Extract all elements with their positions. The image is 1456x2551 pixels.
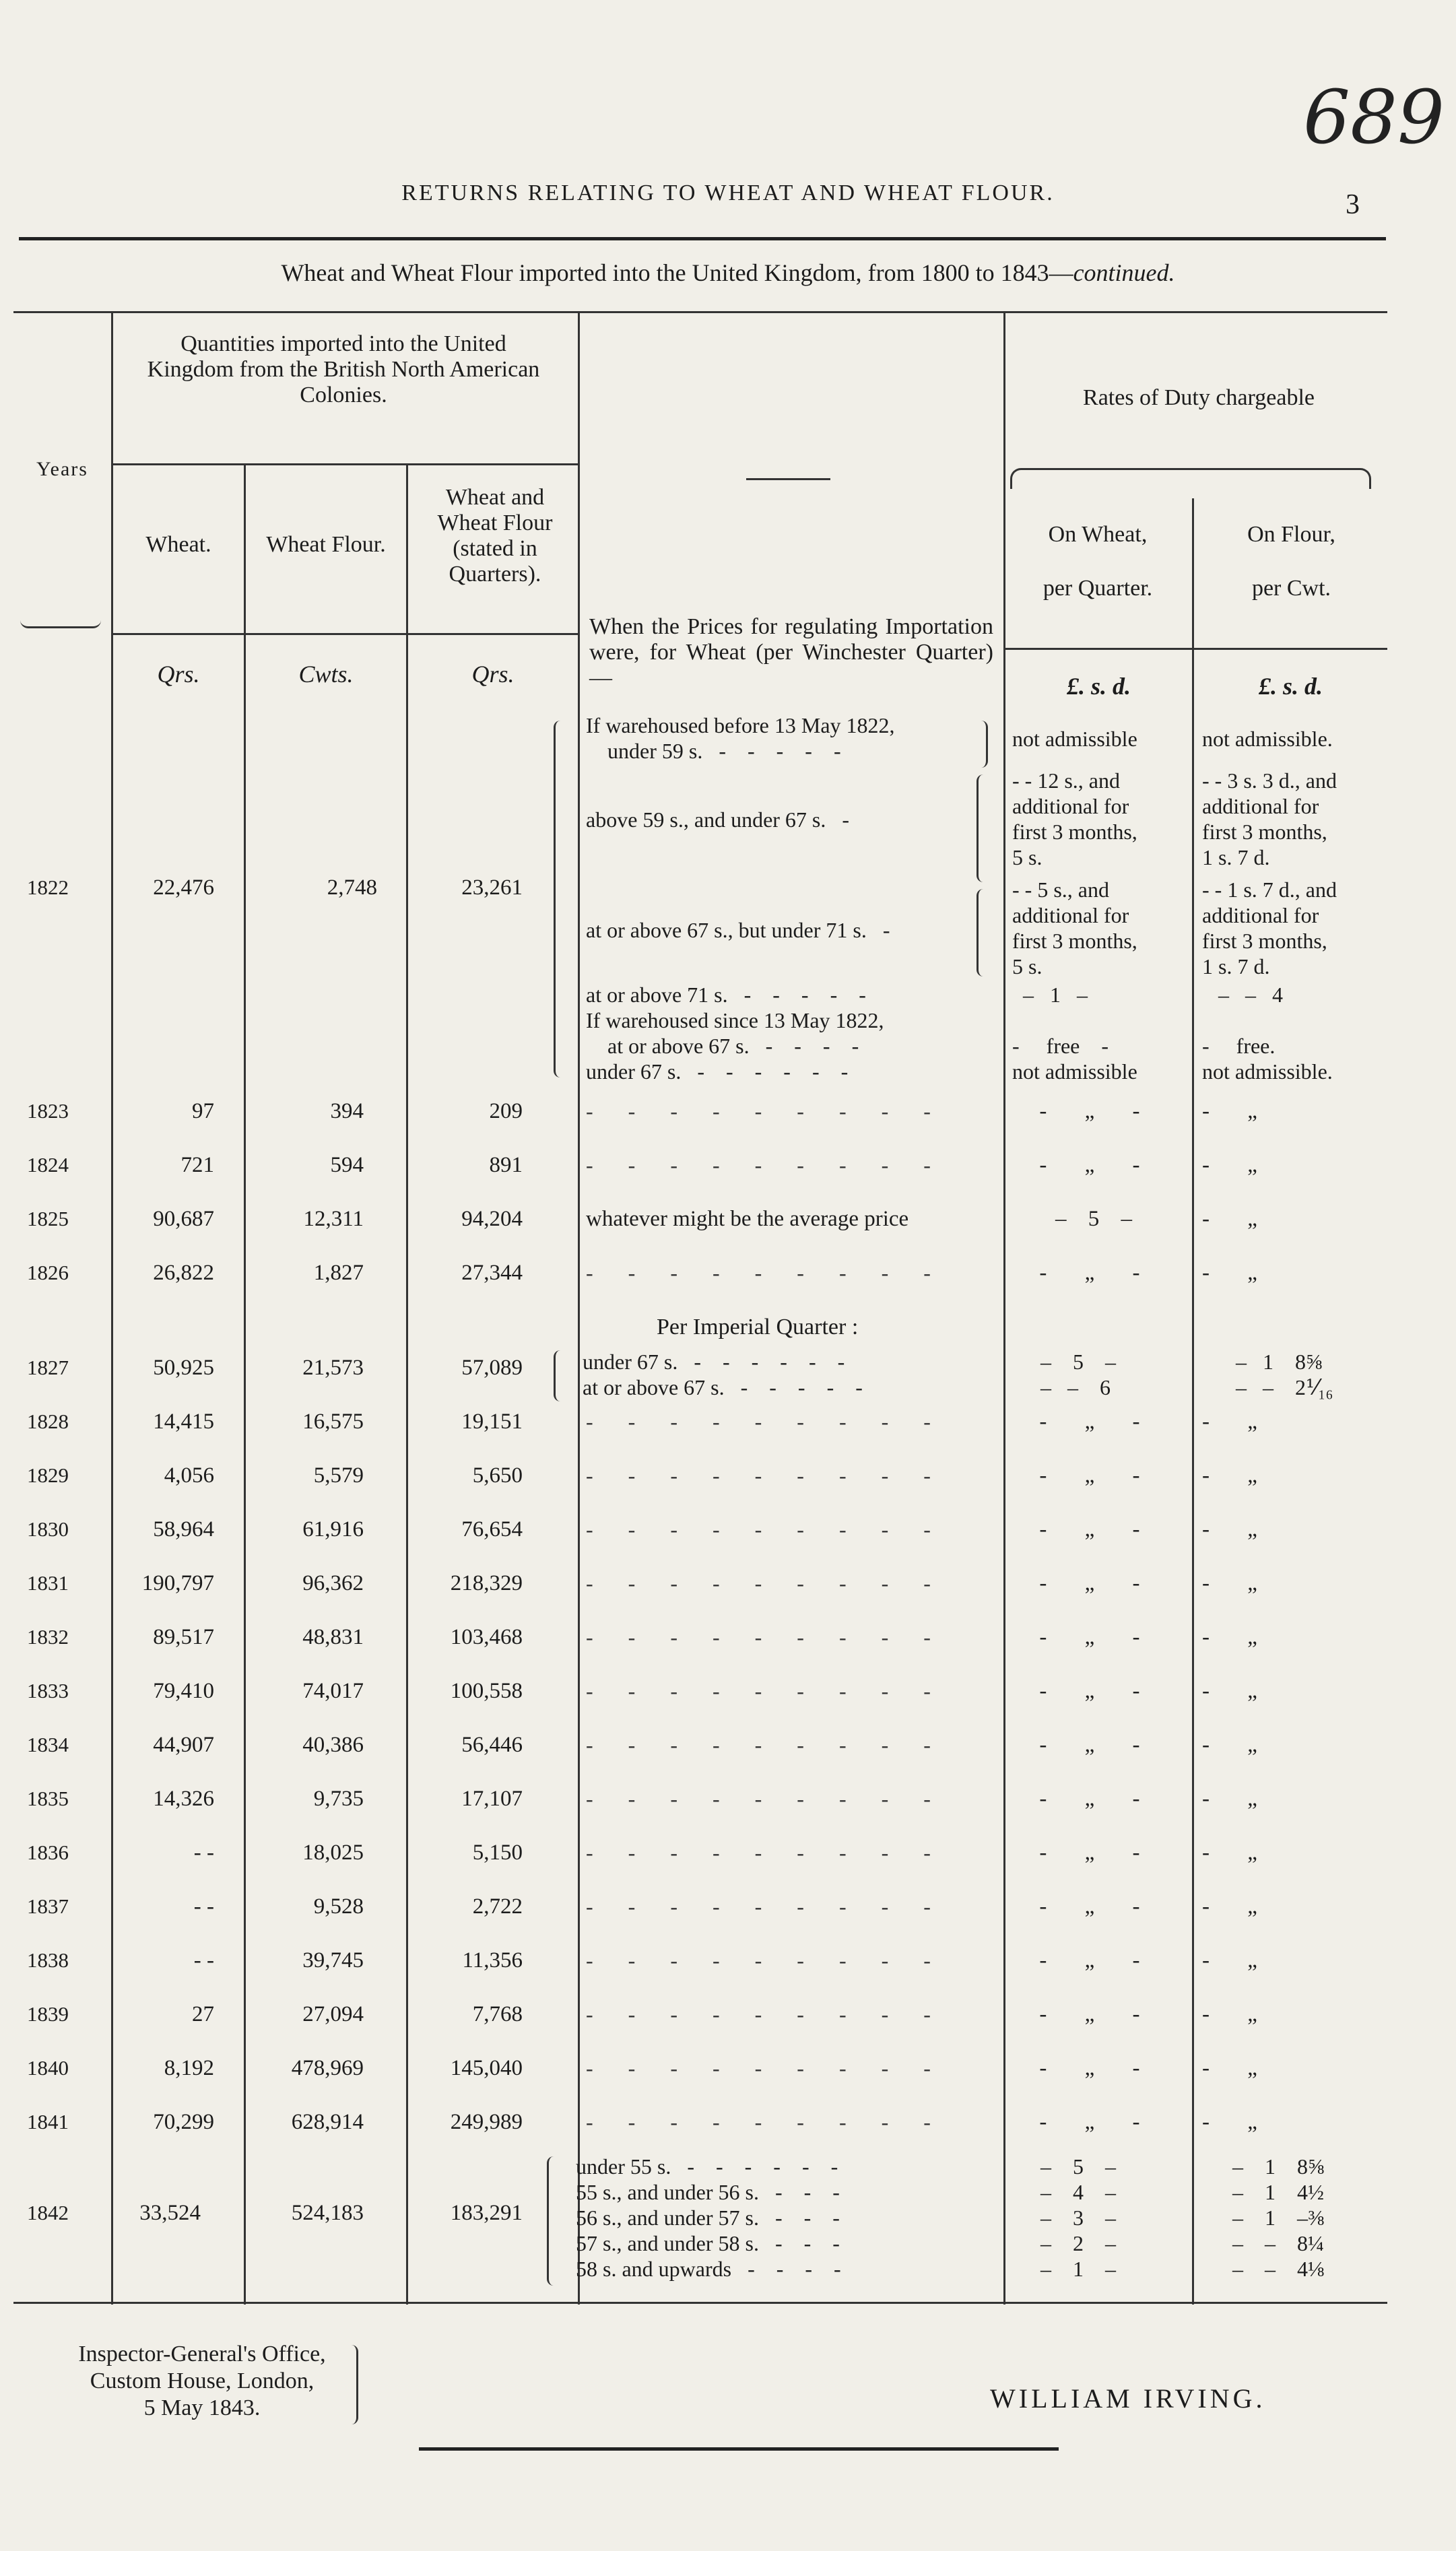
prices-cell: - - - - - - - - - (586, 1841, 946, 1865)
wheat-cell: 89,517 (153, 1625, 214, 1649)
combined-cell: 76,654 (461, 1517, 523, 1542)
on-flour-header: On Flour, (1247, 522, 1335, 547)
duty-wheat-1842: – 5 – – 4 – – 3 – – 2 – – 1 – (1040, 2154, 1116, 2281)
combined-1822: 23,261 (461, 875, 523, 900)
prices-cell: - - - - - - - - - (586, 1894, 946, 1919)
duty-wheat-cell: - „ - (1039, 2056, 1156, 2080)
wheat-cell: - - (193, 1841, 214, 1865)
office-brace (347, 2345, 358, 2424)
combined-cell: 100,558 (450, 1679, 523, 1703)
combined-cell: 145,040 (450, 2056, 523, 2080)
combined-cell: 103,468 (450, 1625, 523, 1649)
table-top-rule (13, 311, 1387, 313)
condition-1822-a: If warehoused before 13 May 1822, under 59 s. - - - - - (586, 713, 895, 763)
prices-cell: - - - - - - - - - (586, 1410, 946, 1434)
flour-cell: 9,528 (313, 1894, 364, 1919)
flour-cell: 40,386 (302, 1733, 364, 1757)
duty-wheat-cell: - „ - (1039, 1517, 1156, 1542)
prices-cell: - - - - - - - - - (586, 1099, 946, 1123)
wheat-cell: 58,964 (153, 1517, 214, 1542)
combined-cell: 19,151 (461, 1410, 523, 1434)
combined-cell: 11,356 (462, 1948, 523, 1973)
flour-cell: 61,916 (302, 1517, 364, 1542)
brace-1827 (554, 1350, 564, 1401)
office-line-2: Custom House, London, (90, 2368, 315, 2393)
prices-cell: - - - - - - - - - (586, 1948, 946, 1973)
table-subtitle (0, 259, 1456, 287)
combined-cell: 249,989 (450, 2110, 523, 2134)
combined-header: Wheat and Wheat Flour (stated in Quarters). (437, 485, 553, 587)
duty-flour-cell: - „ (1202, 1463, 1273, 1488)
wheat-cell: 8,192 (164, 2056, 214, 2080)
combined-cell: 27,344 (461, 1261, 523, 1285)
combined-cell: 17,107 (461, 1787, 523, 1811)
duty-wheat-1822-b: - - 12 s., and additional for first 3 months, 5 s. (1012, 768, 1137, 869)
condition-1822-d: at or above 71 s. - - - - - If warehoused since 13 May 1822, at or above 67 s. - - - - under 67 s. - - - - - - (586, 983, 884, 1084)
flour-cell: 478,969 (291, 2056, 364, 2080)
prices-cell: - - - - - - - - - (586, 1261, 946, 1285)
combined-cell: 56,446 (461, 1733, 523, 1757)
flour-cell: 16,575 (302, 1410, 364, 1434)
brace-1842 (547, 2156, 558, 2286)
duty-flour-cell: - „ (1202, 1099, 1273, 1123)
year-cell: 1830 (27, 1517, 69, 1541)
flour-cell: 628,914 (291, 2110, 364, 2134)
quantities-group-rule (111, 463, 578, 465)
office-date: 5 May 1843. (143, 2395, 261, 2420)
duty-flour-cell: - „ (1202, 1679, 1273, 1703)
duty-wheat-cell: - „ - (1039, 1261, 1156, 1285)
duty-wheat-cell: - „ - (1039, 1099, 1156, 1123)
footer-rule (419, 2447, 1059, 2451)
year-cell: 1832 (27, 1625, 69, 1649)
combined-1827: 57,089 (461, 1356, 523, 1380)
duty-flour-cell: - „ (1202, 1410, 1273, 1434)
year-cell: 1828 (27, 1410, 69, 1433)
duty-flour-1822-d: – – 4 - free. not admissible. (1202, 983, 1333, 1084)
combined-cell: 891 (489, 1153, 523, 1177)
year-1827: 1827 (27, 1356, 69, 1379)
combined-cell: 218,329 (450, 1571, 523, 1595)
year-cell: 1833 (27, 1679, 69, 1702)
duty-flour-1822-a: not admissible. (1202, 727, 1333, 751)
prices-cell: - - - - - - - - - (586, 2056, 946, 2080)
prices-header: When the Prices for regulating Importation were, for Wheat (per Winchester Quarter)— (589, 614, 993, 690)
wheat-cell: - - (193, 1948, 214, 1973)
table-bottom-rule (13, 2302, 1387, 2304)
duty-wheat-cell: - „ - (1039, 1571, 1156, 1595)
brace-1822 (554, 721, 565, 1078)
wheat-cell: 70,299 (153, 2110, 214, 2134)
flour-cell: 39,745 (302, 1948, 364, 1973)
duty-wheat-cell: - „ - (1039, 1679, 1156, 1703)
wheat-cell: 26,822 (153, 1261, 214, 1285)
duty-flour-cell: - „ (1202, 1207, 1273, 1231)
prices-cell: - - - - - - - - - (586, 2110, 946, 2134)
flour-cell: 27,094 (302, 2002, 364, 2026)
prices-cell: - - - - - - - - - (586, 1153, 946, 1177)
brace-1822-b (977, 774, 987, 882)
flour-cell: 18,025 (302, 1841, 364, 1865)
prices-cell: - - - - - - - - - (586, 1517, 946, 1542)
combined-cell: 5,150 (472, 1841, 523, 1865)
duty-flour-1842: – 1 8⅝ – 1 4½ – 1 –⅜ – – 8¼ – – 4⅛ (1232, 2154, 1324, 2281)
duty-flour-cell: - „ (1202, 1948, 1273, 1973)
duty-wheat-cell: - „ - (1039, 2110, 1156, 2134)
flour-cell: 394 (330, 1099, 364, 1123)
duty-wheat-1822-c: - - 5 s., and additional for first 3 months, 5 s. (1012, 877, 1137, 979)
duty-flour-cell: - „ (1202, 1517, 1273, 1542)
year-cell: 1838 (27, 1948, 69, 1972)
office-line-1: Inspector-General's Office, (78, 2342, 326, 2366)
duty-wheat-cell: - „ - (1039, 1894, 1156, 1919)
duty-wheat-cell: - „ - (1039, 1733, 1156, 1757)
wheat-cell: 190,797 (141, 1571, 214, 1595)
duty-wheat-cell: - „ - (1039, 1787, 1156, 1811)
duty-flour-cell: - „ (1202, 1261, 1273, 1285)
combined-units: Qrs. (471, 661, 515, 688)
prices-cell: - - - - - - - - - (586, 1625, 946, 1649)
combined-1842: 183,291 (450, 2201, 523, 2225)
duty-flour-cell: - „ (1202, 2110, 1273, 2134)
flour-cell: 48,831 (302, 1625, 364, 1649)
year-cell: 1839 (27, 2002, 69, 2026)
wheat-cell: - - (193, 1894, 214, 1919)
combined-cell: 94,204 (461, 1207, 523, 1231)
duty-wheat-1827: – 5 – – – 6 (1040, 1350, 1116, 1399)
wheat-cell: 14,415 (153, 1410, 214, 1434)
duty-wheat-cell: - „ - (1039, 1948, 1156, 1973)
duty-flour-cell: - „ (1202, 2056, 1273, 2080)
wheat-header: Wheat. (145, 532, 211, 557)
years-brace (20, 613, 101, 628)
duty-wheat-units: £. s. d. (1066, 673, 1131, 700)
years-header: Years (36, 458, 88, 480)
wheat-1822: 22,476 (153, 875, 214, 900)
duty-wheat-1822-a: not admissible (1012, 727, 1137, 751)
duty-flour-cell: - „ (1202, 1841, 1273, 1865)
col-divider-flour (406, 465, 408, 2305)
duty-flour-cell: - „ (1202, 1153, 1273, 1177)
year-cell: 1831 (27, 1571, 69, 1595)
flour-1822: 2,748 (327, 875, 377, 900)
handwritten-page-number: 689 (1303, 74, 1445, 160)
units-rule-right (1003, 648, 1387, 650)
duty-wheat-cell: - „ - (1039, 1463, 1156, 1488)
year-cell: 1837 (27, 1894, 69, 1918)
page-title: RETURNS RELATING TO WHEAT AND WHEAT FLOUR. (401, 180, 1055, 205)
year-cell: 1829 (27, 1463, 69, 1487)
year-cell: 1841 (27, 2110, 69, 2133)
prices-cell: - - - - - - - - - (586, 1733, 946, 1757)
duty-flour-1827: – 1 8⅝ – – 2⅟₁₆ (1236, 1350, 1333, 1399)
prices-cell: - - - - - - - - - (586, 1787, 946, 1811)
year-cell: 1836 (27, 1841, 69, 1864)
page-number: 3 (1346, 189, 1360, 220)
duty-flour-1822-c: - - 1 s. 7 d., and additional for first 3 months, 1 s. 7 d. (1202, 877, 1337, 979)
flour-cell: 594 (330, 1153, 364, 1177)
duty-flour-cell: - „ (1202, 1625, 1273, 1649)
duty-group-header: Rates of Duty chargeable (1083, 385, 1315, 410)
subtitle-text: Wheat and Wheat Flour imported into the United Kingdom, from 1800 to 1843— (281, 259, 1073, 286)
wheat-cell: 97 (192, 1099, 214, 1123)
prices-header-rule (746, 478, 830, 480)
duty-wheat-cell: - „ - (1039, 1625, 1156, 1649)
flour-1842: 524,183 (291, 2201, 364, 2225)
year-1822: 1822 (27, 875, 69, 899)
flour-cell: 74,017 (302, 1679, 364, 1703)
condition-1822-b: above 59 s., and under 67 s. - (586, 807, 850, 832)
year-cell: 1824 (27, 1153, 69, 1177)
duty-wheat-1822-d: – 1 – - free - not admissible (1012, 983, 1137, 1084)
wheat-cell: 79,410 (153, 1679, 214, 1703)
condition-1822-c: at or above 67 s., but under 71 s. - (586, 918, 890, 942)
flour-cell: 96,362 (302, 1571, 364, 1595)
units-rule-left (111, 633, 578, 635)
year-1842: 1842 (27, 2201, 69, 2224)
subtitle-continued: continued. (1073, 259, 1175, 286)
combined-cell: 2,722 (472, 1894, 523, 1919)
flour-1827: 21,573 (302, 1356, 364, 1380)
quantities-group-header: Quantities imported into the United Kingdom from the British North American Colonies. (147, 331, 540, 408)
wheat-cell: 27 (192, 2002, 214, 2026)
flour-cell: 9,735 (313, 1787, 364, 1811)
duty-wheat-cell: – 5 – (1055, 1207, 1140, 1231)
year-cell: 1826 (27, 1261, 69, 1284)
duty-flour-cell: - „ (1202, 1571, 1273, 1595)
wheat-cell: 90,687 (153, 1207, 214, 1231)
brace-1822-a (978, 721, 988, 768)
duty-wheat-cell: - „ - (1039, 1153, 1156, 1177)
brace-1822-c (977, 889, 987, 976)
per-cwt-header: per Cwt. (1251, 576, 1331, 601)
office-address (54, 2341, 350, 2422)
duty-group-brace (1010, 468, 1371, 489)
prices-cell: - - - - - - - - - (586, 1571, 946, 1595)
duty-flour-cell: - „ (1202, 1733, 1273, 1757)
prices-cell: whatever might be the average price (586, 1207, 909, 1231)
signature: WILLIAM IRVING. (990, 2383, 1266, 2414)
duty-flour-1822-b: - - 3 s. 3 d., and additional for first 3 months, 1 s. 7 d. (1202, 768, 1337, 869)
combined-cell: 7,768 (472, 2002, 523, 2026)
prices-cell: - - - - - - - - - (586, 1679, 946, 1703)
duty-flour-cell: - „ (1202, 2002, 1273, 2026)
imperial-quarter-note: Per Imperial Quarter : (657, 1315, 859, 1339)
wheat-cell: 14,326 (153, 1787, 214, 1811)
year-cell: 1823 (27, 1099, 69, 1123)
duty-wheat-cell: - „ - (1039, 2002, 1156, 2026)
year-cell: 1835 (27, 1787, 69, 1810)
duty-flour-units: £. s. d. (1258, 673, 1323, 700)
year-cell: 1825 (27, 1207, 69, 1230)
prices-cell: - - - - - - - - - (586, 2002, 946, 2026)
wheat-cell: 721 (180, 1153, 214, 1177)
flour-cell: 1,827 (313, 1261, 364, 1285)
condition-1827: under 67 s. - - - - - - at or above 67 s. - - - - - (583, 1350, 863, 1399)
combined-cell: 5,650 (472, 1463, 523, 1488)
condition-1842: under 55 s. - - - - - - 55 s., and under 56 s. - - - 56 s., and under 57 s. - - - 57 s., and under 58 s. - - - 58 s. and upwards - - - - (576, 2154, 841, 2281)
on-wheat-header: On Wheat, (1048, 522, 1148, 547)
combined-cell: 209 (489, 1099, 523, 1123)
duty-wheat-cell: - „ - (1039, 1841, 1156, 1865)
col-divider-combined (578, 311, 580, 2305)
col-divider-prices (1003, 311, 1005, 2305)
duty-flour-cell: - „ (1202, 1894, 1273, 1919)
wheat-units: Qrs. (157, 661, 200, 688)
year-cell: 1840 (27, 2056, 69, 2080)
col-divider-duty (1192, 498, 1194, 2305)
wheat-cell: 4,056 (164, 1463, 214, 1488)
flour-units: Cwts. (298, 661, 354, 688)
prices-cell: - - - - - - - - - (586, 1463, 946, 1488)
year-cell: 1834 (27, 1733, 69, 1756)
duty-wheat-cell: - „ - (1039, 1410, 1156, 1434)
header-rule (19, 237, 1386, 240)
wheat-1827: 50,925 (153, 1356, 214, 1380)
wheat-1842: 33,524 (139, 2201, 201, 2225)
flour-cell: 12,311 (303, 1207, 364, 1231)
duty-flour-cell: - „ (1202, 1787, 1273, 1811)
wheat-flour-header: Wheat Flour. (266, 532, 386, 557)
col-divider-wheat (244, 465, 246, 2305)
per-quarter-header: per Quarter. (1043, 576, 1153, 601)
flour-cell: 5,579 (313, 1463, 364, 1488)
wheat-cell: 44,907 (153, 1733, 214, 1757)
